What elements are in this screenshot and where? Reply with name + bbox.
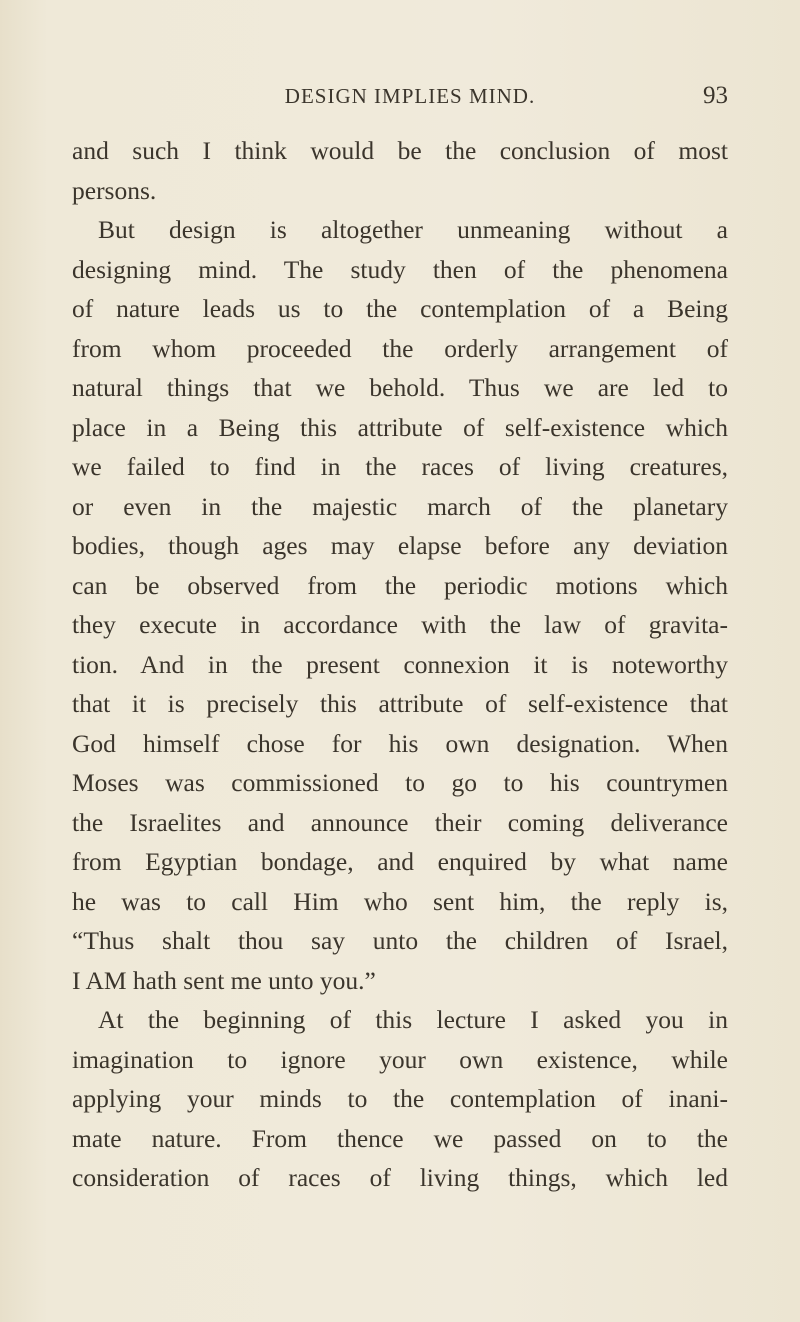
text-line: and such I think would be the conclusion of most <box>72 136 728 165</box>
text-line: we failed to find in the races of living creatures, <box>72 452 728 481</box>
text-line: from whom proceeded the orderly arrangement of <box>72 333 728 363</box>
text-line: But design is altogether unmeaning without a <box>98 215 728 244</box>
running-title: DESIGN IMPLIES MIND. <box>284 84 536 108</box>
text-line: persons. <box>72 175 157 205</box>
text-line: the Israelites and announce their coming deliverance <box>72 807 728 837</box>
text-line: mate nature. From thence we passed on to the <box>72 1123 728 1153</box>
text-line: At the beginning of this lecture I asked you in <box>98 1005 728 1034</box>
text-line: designing mind. The study then of the phenomena <box>72 254 728 284</box>
text-line: bodies, though ages may elapse before any deviation <box>72 531 728 560</box>
text-line: he was to call Him who sent him, the reply is, <box>72 886 728 916</box>
body-text <box>72 131 728 1198</box>
text-line: applying your minds to the contemplation of inani- <box>72 1084 728 1113</box>
text-line: can be observed from the periodic motions which <box>72 570 728 600</box>
text-line: imagination to ignore your own existence, while <box>72 1044 728 1074</box>
text-line: of nature leads us to the contemplation of a Being <box>72 294 728 323</box>
text-line: or even in the majestic march of the planetary <box>72 491 728 521</box>
text-line: they execute in accordance with the law of gravita- <box>72 610 728 639</box>
text-line: tion. And in the present connexion it is noteworthy <box>72 649 728 679</box>
text-line: natural things that we behold. Thus we are led to <box>72 373 728 402</box>
text-line: place in a Being this attribute of self-existence which <box>72 412 728 442</box>
text-line: from Egyptian bondage, and enquired by what name <box>72 847 728 876</box>
text-line: God himself chose for his own designation. When <box>72 728 728 758</box>
text-line: that it is precisely this attribute of self-existence that <box>72 689 728 718</box>
page-number: 93 <box>703 82 728 109</box>
text-line: Moses was commissioned to go to his countrymen <box>72 768 728 797</box>
running-head <box>72 84 728 114</box>
text-line: consideration of races of living things, which led <box>72 1163 728 1192</box>
text-line: “Thus shalt thou say unto the children of Israel, <box>72 926 728 955</box>
text-line: I AM hath sent me unto you.” <box>72 965 376 995</box>
